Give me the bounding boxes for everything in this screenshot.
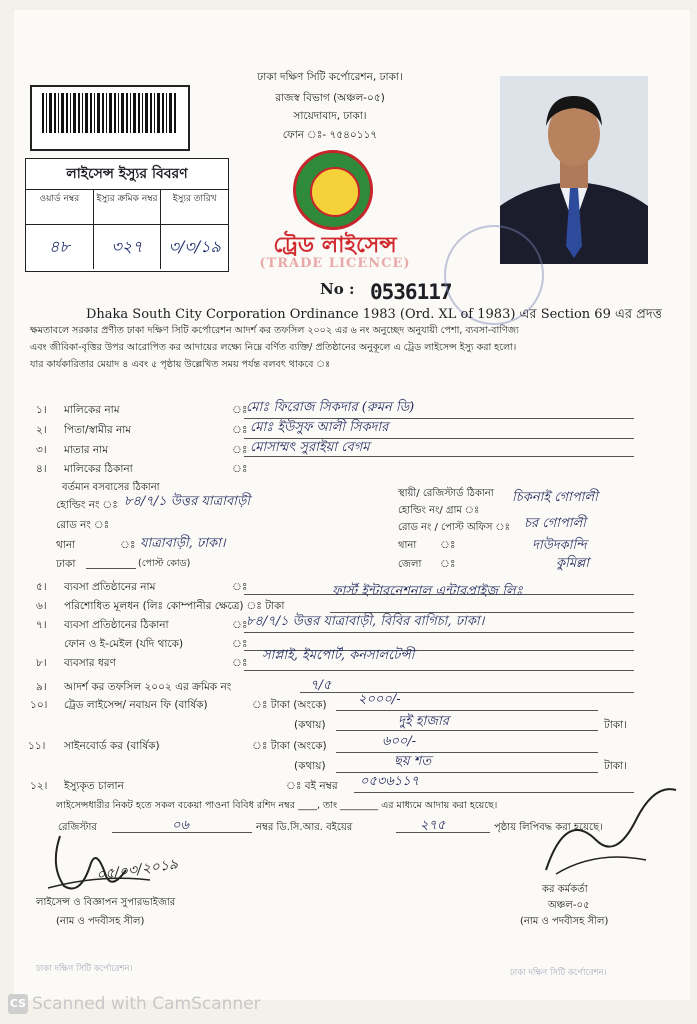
colon: ঃ [232, 463, 248, 475]
colon: ঃ [440, 539, 456, 551]
road-label: রোড নং ঃ [56, 519, 110, 531]
title-en: (TRADE LICENCE) [259, 256, 411, 271]
register-prefix: রেজিস্টার [58, 822, 97, 833]
camscanner-text: Scanned with CamScanner [32, 994, 261, 1014]
underline [336, 752, 598, 753]
fee-value: ২০০০/- [358, 692, 401, 707]
serial-8: ৮। [36, 657, 47, 669]
colon: ঃ [232, 581, 248, 593]
colon: ঃ [232, 404, 248, 416]
capital-label: পরিশোধিত মূলধন (লিঃ কোম্পানীর ক্ষেত্রে) ঃ টাকা [64, 600, 285, 612]
book-value: ০৫৩৬১১৭ [360, 774, 420, 789]
perm-holding-label: হোল্ডিং নং/ গ্রাম ঃ [398, 505, 480, 516]
fee-num-label: ঃ টাকা (অংকে) [252, 699, 327, 711]
colon: ঃ [232, 638, 248, 650]
barcode [30, 85, 190, 151]
right-faded-stamp: ঢাকা দক্ষিণ সিটি কর্পোরেশন। [510, 968, 607, 978]
underline [300, 692, 634, 693]
mother-value: মোসাম্মৎ সুরাইয়া বেগম [250, 440, 370, 455]
thana-label: থানা [56, 539, 76, 551]
permanent-address-label: স্থায়ী/ রেজিস্টার্ড ঠিকানা [398, 488, 494, 499]
col-date: ইস্যুর তারিখ [172, 194, 217, 204]
license-issue-title: লাইসেন্স ইস্যুর বিবরণ [26, 159, 228, 190]
licence-no-label: No : [320, 280, 355, 298]
serial-3: ৩। [36, 444, 47, 456]
left-signature-date: ০৫/০৩/২০১৯ [95, 856, 179, 884]
underline [244, 632, 634, 633]
header-line1: ঢাকা দক্ষিণ সিটি কর্পোরেশন, ঢাকা। [257, 71, 403, 83]
header-line3: সায়েদাবাদ, ঢাকা। [293, 110, 367, 122]
col-serial: ইস্যুর ক্রমিক নম্বর [94, 190, 162, 224]
left-sign-title: লাইসেন্স ও বিজ্ঞাপন সুপারভাইজার [36, 897, 176, 908]
mother-label: মাতার নাম [64, 444, 109, 456]
owner-address-label: মালিকের ঠিকানা [64, 463, 133, 475]
serial-10: ১০। [30, 699, 48, 711]
taka-label: টাকা। [604, 719, 627, 731]
serial-4: ৪। [36, 463, 47, 475]
register-value: ০৬ [172, 818, 189, 833]
underline [336, 710, 598, 711]
in-words-label: (কথায়) [294, 719, 326, 731]
perm-district-value: কুমিল্লা [556, 556, 590, 571]
business-type-value: সাপ্লাই, ইমপোর্ট, কনসালটেন্সী [262, 648, 415, 663]
present-address-label: বর্তমান বসবাসের ঠিকানা [62, 482, 160, 493]
license-issue-table [25, 158, 229, 272]
owner-name-label: মালিকের নাম [64, 404, 120, 416]
book-label: ঃ বই নম্বর [286, 780, 338, 792]
phone-label: ফোন ও ই-মেইল (যদি থাকে) [64, 638, 184, 650]
serial-2: ২। [36, 424, 47, 436]
perm-road-value: চর গোপালী [524, 516, 586, 531]
underline [244, 670, 634, 671]
father-label: পিতা/স্বামীর নাম [64, 424, 132, 436]
register-suffix: পৃষ্ঠায় লিপিবদ্ধ করা হয়েছে। [494, 822, 603, 833]
business-name-value: ফার্স্ট ইন্টারনেশনাল এন্টারপ্রাইজ লিঃ [332, 584, 523, 599]
left-faded-stamp: ঢাকা দক্ষিণ সিটি কর্পোরেশন। [36, 964, 133, 974]
right-sign-title: কর কর্মকর্তা [542, 884, 588, 895]
business-type-label: ব্যবসার ধরণ [64, 657, 116, 669]
left-sign-sub: (নাম ও পদবীসহ সীল) [56, 916, 145, 927]
father-value: মোঃ ইউসুফ আলী সিকদার [250, 420, 389, 435]
perm-district-label: জেলা [398, 559, 422, 570]
underline [86, 568, 136, 569]
thana-value: যাত্রাবাড়ী, ঢাকা। [140, 536, 226, 551]
right-signature-icon [536, 770, 686, 890]
camscanner-watermark [8, 994, 261, 1014]
colon: ঃ [232, 619, 248, 631]
serial-1: ১। [36, 404, 47, 416]
fee-label: ট্রেড লাইসেন্স/ নবায়ন ফি (বার্ষিক) [64, 699, 208, 711]
postcode-label: (পোস্ট কোড) [138, 558, 191, 569]
serial-6: ৬। [36, 600, 47, 612]
in-words-label: (কথায়) [294, 760, 326, 772]
tax-serial-label: আদর্শ কর তফসিল ২০০২ এর ক্রমিক নং [64, 681, 232, 693]
colon: ঃ [232, 424, 248, 436]
serial-12: ১২। [30, 780, 48, 792]
perm-holding-value: চিকনাই গোপালী [512, 490, 598, 505]
val-ward: ৪৮ [26, 225, 94, 269]
paragraph-line2: এবং জীবিকা-বৃত্তির উপর আরোপিত কর আদায়ের লক্ষ্যে নিম্নে বর্ণিত ব্যক্তি/ প্রতিষ্ঠানের অনুকূলে এ ট্রেড লাইসেন্স ইস্যু করা হলো। [30, 342, 517, 353]
register-mid: নম্বর ডি.সি.আর. বইয়ের [256, 822, 353, 833]
col-ward: ওয়ার্ড নম্বর [26, 190, 94, 224]
colon: ঃ [232, 657, 248, 669]
signboard-label: সাইনবোর্ড কর (বার্ষিক) [64, 740, 160, 752]
colon: ঃ [440, 558, 456, 570]
licence-no: 0536117 [370, 280, 452, 304]
fee-words: দুই হাজার [398, 714, 449, 729]
underline [336, 730, 598, 731]
paragraph-line3: যার কার্যকারিতার মেয়াদ ৪ এবং ৫ পৃষ্ঠায় উল্লেখিত সময় পর্যন্ত বলবৎ থাকবে ঃ [30, 359, 331, 370]
right-sign-sub: (নাম ও পদবীসহ সীল) [520, 916, 609, 927]
camscanner-logo-icon: CS [8, 994, 28, 1014]
signboard-words: ছয় শত [394, 754, 432, 769]
barcode-bars [42, 93, 176, 133]
title-bn: ট্রেড লাইসেন্স [273, 233, 397, 258]
owner-name-value: মোঃ ফিরোজ সিকদার (রুমন ডি) [246, 400, 415, 415]
business-address-label: ব্যবসা প্রতিষ্ঠানের ঠিকানা [64, 619, 169, 631]
holding-label: হোল্ডিং নং ঃ [56, 499, 118, 511]
tax-serial-value: ৭/৫ [310, 678, 332, 693]
serial-9: ৯। [36, 681, 47, 693]
perm-thana-label: থানা [398, 540, 417, 551]
fee-num-label: ঃ টাকা (অংকে) [252, 740, 327, 752]
serial-11: ১১। [28, 740, 46, 752]
colon: ঃ [232, 444, 248, 456]
header-line4: ফোন ঃ- ৭৫৪০১১৭ [282, 129, 378, 141]
holding-value: ৮৪/৭/১ উত্তর যাত্রাবাড়ী [124, 494, 250, 509]
val-serial: ৩২৭ [94, 225, 162, 269]
challan-label: ইস্যুকৃত চালান [64, 780, 124, 792]
city-corporation-seal-icon [293, 150, 373, 230]
business-address-value: ৮৪/৭/১ উত্তর যাত্রাবাড়ী, বিবির বাগিচা, ঢাকা। [246, 614, 485, 629]
header-line2: রাজস্ব বিভাগ (অঞ্চল-০৫) [275, 92, 385, 104]
perm-thana-value: দাউদকান্দি [532, 538, 587, 553]
business-name-label: ব্যবসা প্রতিষ্ঠানের নাম [64, 581, 156, 593]
serial-5: ৫। [36, 581, 47, 593]
colon: ঃ [120, 539, 136, 551]
perm-road-label: রোড নং / পোস্ট অফিস ঃ [398, 522, 510, 533]
underline [244, 456, 634, 457]
serial-7: ৭। [36, 619, 47, 631]
dhaka-label: ঢাকা [56, 558, 76, 570]
page-value: ২৭৫ [420, 818, 446, 833]
ordinance-line: Dhaka South City Corporation Ordinance 1983 (Ord. XL of 1983) এর Section 69 এর প্রদত্ত [86, 307, 662, 322]
signboard-value: ৬০০/- [382, 734, 417, 749]
receipt-text: লাইসেন্সধারীর নিকট হতে সকল বকেয়া পাওনা বিবিধ রশিদ নম্বর ____, তাং ________ এর মাধ্যমে আদায় করা হয়েছে। [56, 800, 498, 811]
taka-label: টাকা। [604, 760, 627, 772]
right-sign-zone: অঞ্চল-০৫ [548, 900, 590, 911]
paragraph-line1: ক্ষমতাবলে সরকার প্রণীত ঢাকা দক্ষিণ সিটি কর্পোরেশন আদর্শ কর তফসিল ২০০২ এর ৬ নং অনুচ্ছেদ অনুযায়ী পেশা, ব্যবসা-বাণিজ্য [30, 325, 519, 336]
val-date: ৩/৩/১৯ [168, 237, 221, 256]
